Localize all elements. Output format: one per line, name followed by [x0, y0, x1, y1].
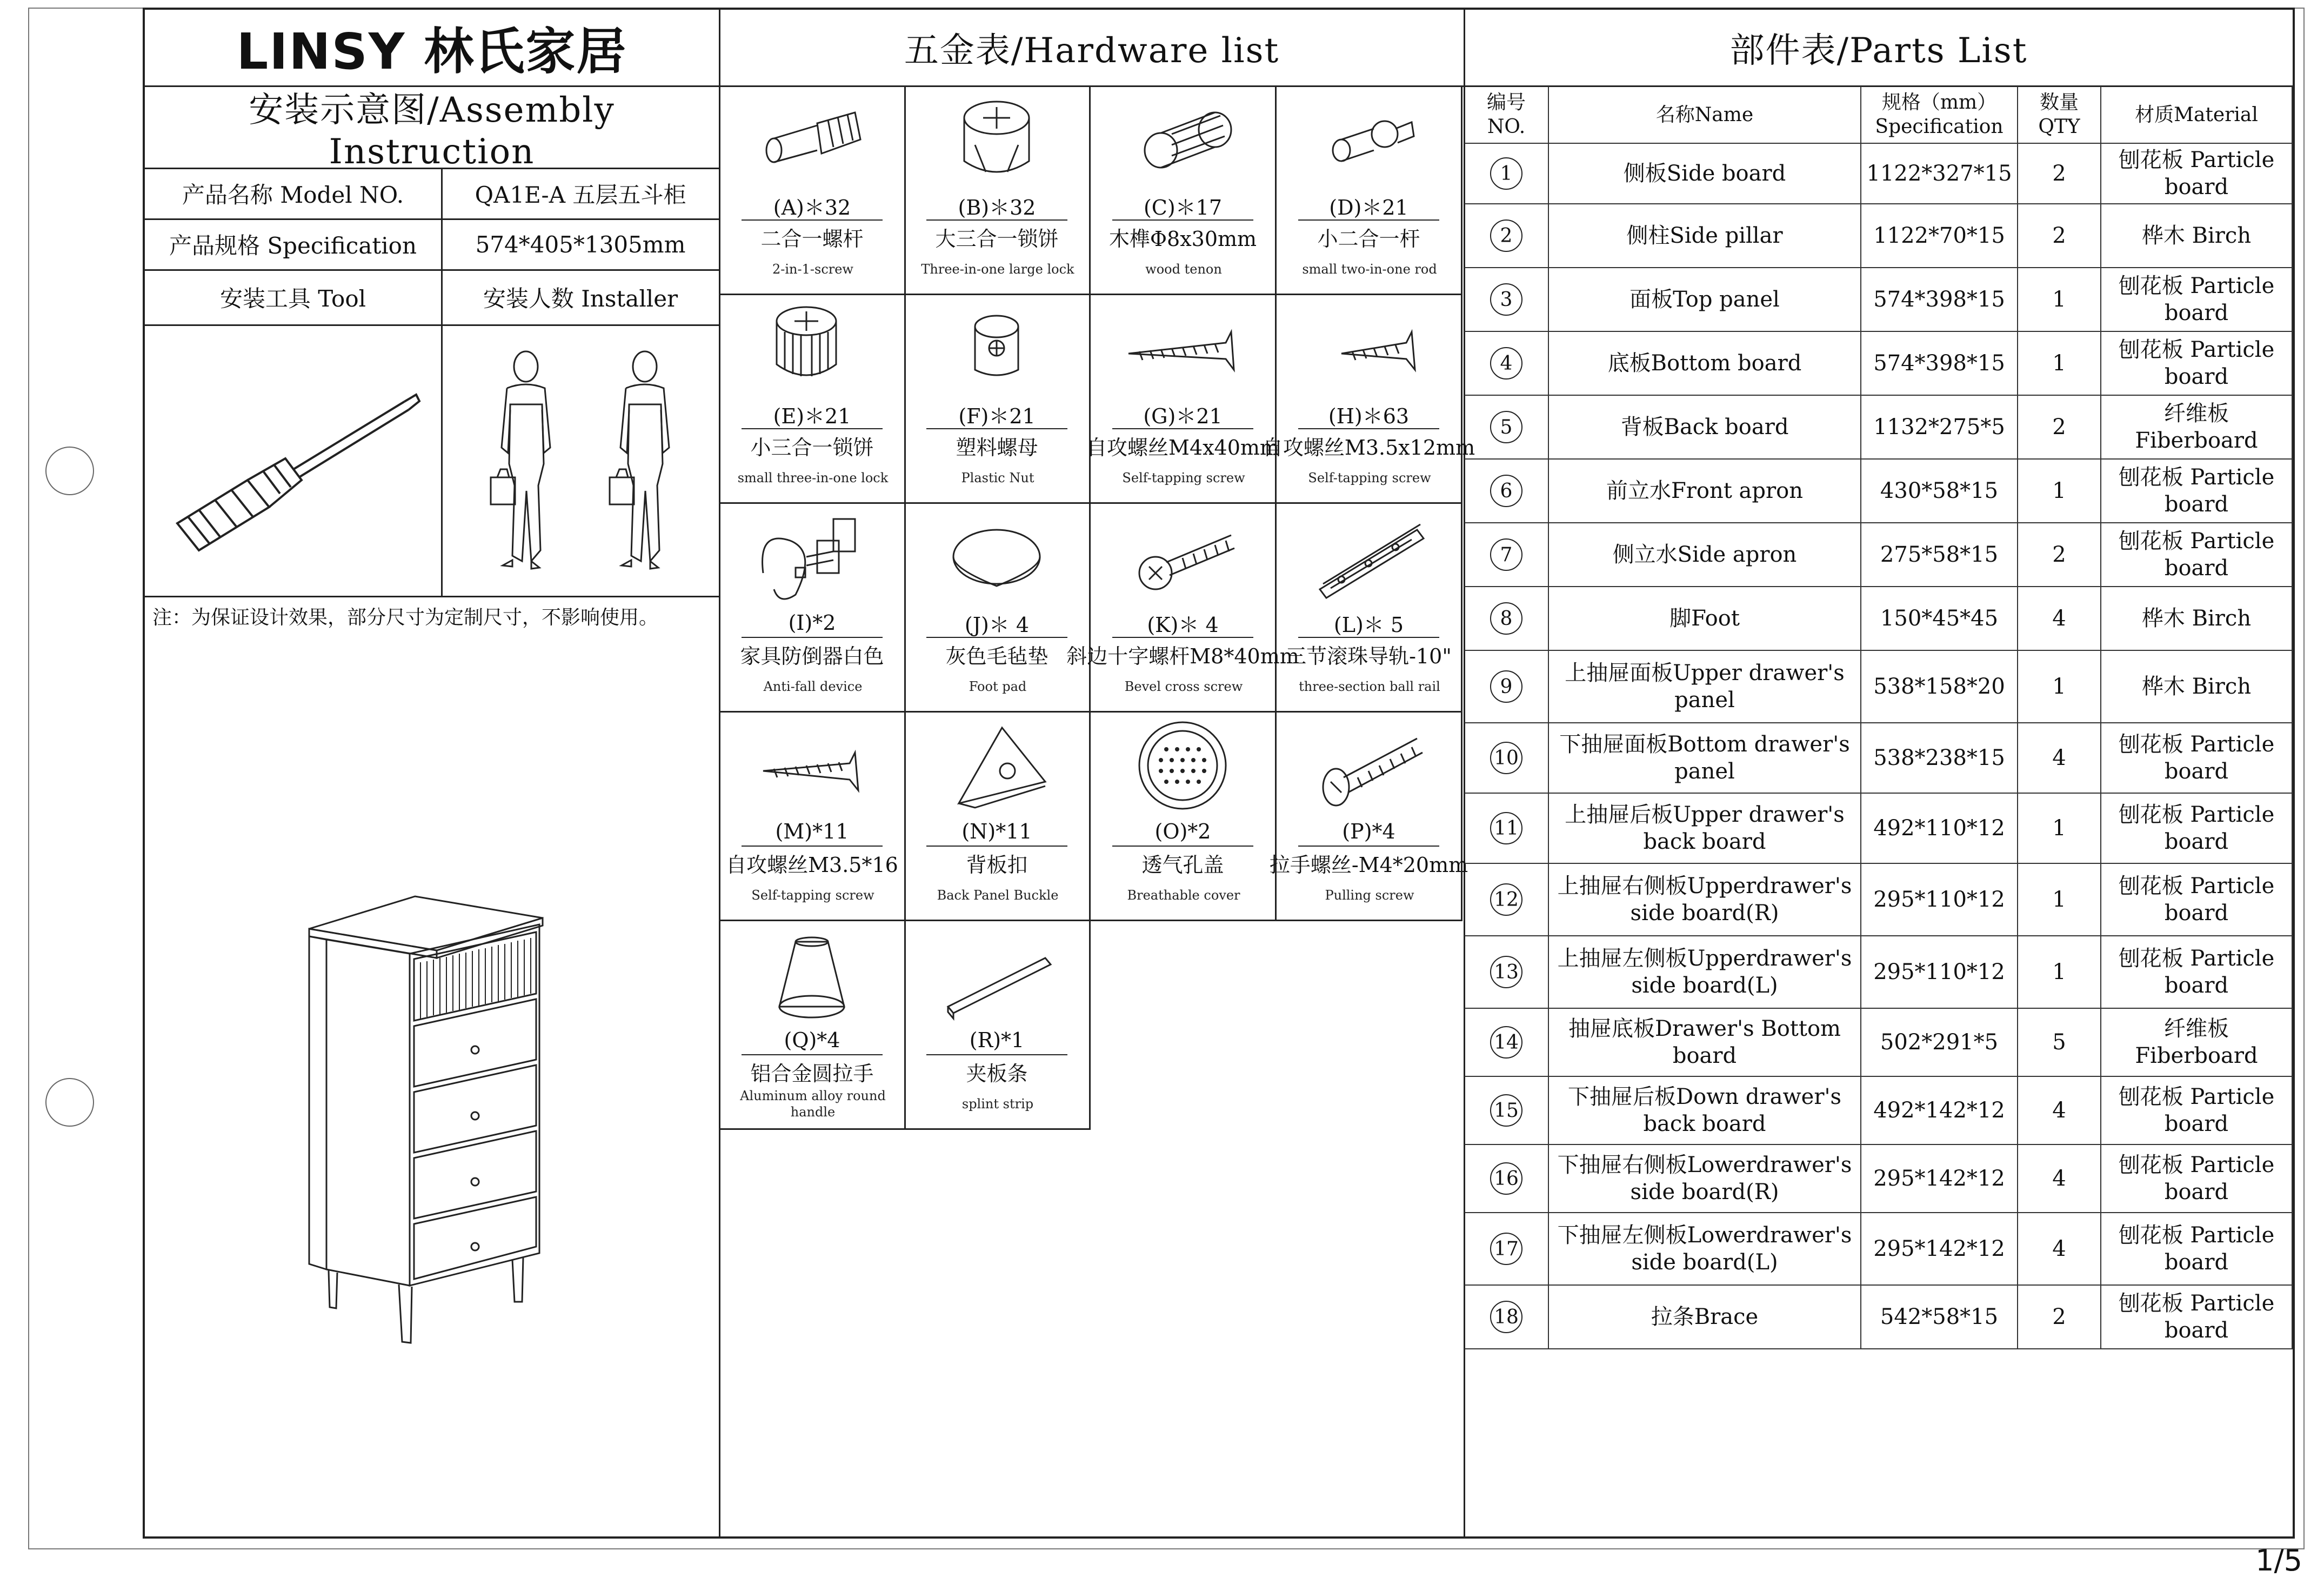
part-spec: 1122*70*15	[1861, 204, 2018, 268]
hardware-name-cn: 塑料螺母	[956, 435, 1038, 460]
part-qty: 1	[2018, 460, 2101, 523]
header-qty: 数量QTY	[2018, 86, 2101, 144]
part-material: 刨花板 Particle board	[2101, 1077, 2293, 1145]
hardware-underline	[926, 846, 1067, 847]
hardware-name-en: Foot pad	[969, 679, 1027, 694]
part-name: 背板Back board	[1549, 396, 1861, 460]
hardware-item	[905, 921, 1091, 1130]
hardware-name-en: three-section ball rail	[1299, 679, 1440, 694]
part-material: 刨花板 Particle board	[2101, 1286, 2293, 1349]
part-spec: 538*238*15	[1861, 723, 2018, 794]
model-label: 产品名称 Model NO.	[182, 182, 404, 208]
part-material: 桦木 Birch	[2101, 651, 2293, 723]
hardware-item	[1269, 713, 1468, 921]
part-number: 6	[1490, 475, 1522, 507]
parts-list-title: 部件表/Parts List	[1729, 31, 2028, 71]
part-spec: 502*291*5	[1861, 1009, 2018, 1077]
part-name: 侧立水Side apron	[1549, 523, 1861, 587]
round-handle-icon	[752, 926, 871, 1028]
part-name: 脚Foot	[1549, 587, 1861, 651]
two-in-one-screw-icon	[752, 91, 871, 194]
screwdriver-icon	[166, 345, 426, 572]
part-spec: 492*142*12	[1861, 1077, 2018, 1145]
part-material: 纤维板 Fiberboard	[2101, 396, 2293, 460]
part-number: 14	[1490, 1026, 1522, 1059]
part-qty: 1	[2018, 651, 2101, 723]
hardware-item	[720, 86, 906, 295]
assembly-title: 安装示意图/Assembly Instruction	[249, 90, 615, 172]
part-qty: 1	[2018, 936, 2101, 1009]
part-qty: 2	[2018, 1286, 2101, 1349]
hardware-item	[905, 86, 1091, 295]
hardware-underline	[742, 1054, 883, 1055]
hardware-name-cn: 透气孔盖	[1141, 853, 1224, 877]
part-name: 上抽屉面板Upper drawer's panel	[1549, 651, 1861, 723]
part-number: 17	[1490, 1233, 1522, 1265]
hardware-list-title: 五金表/Hardware list	[904, 31, 1280, 71]
hardware-underline	[926, 219, 1067, 221]
model-value: QA1E-A 五层五斗柜	[475, 182, 686, 208]
hardware-item	[1091, 713, 1277, 921]
part-number: 1	[1490, 157, 1522, 190]
part-number-cell	[1465, 523, 1549, 587]
note-text: 注：为保证设计效果，部分尺寸为定制尺寸，不影响使用。	[152, 607, 659, 629]
hardware-name-cn: 自攻螺丝M4x40mm	[1086, 435, 1279, 460]
hardware-code: (P)*4	[1342, 820, 1395, 843]
hardware-underline	[742, 219, 883, 221]
part-number: 16	[1490, 1162, 1522, 1195]
part-number-cell	[1465, 1286, 1549, 1349]
vent-cover-icon	[1123, 717, 1242, 820]
part-spec: 275*58*15	[1861, 523, 2018, 587]
long-screw-icon	[1123, 300, 1242, 402]
part-material: 刨花板 Particle board	[2101, 794, 2293, 864]
part-number: 7	[1490, 538, 1522, 571]
part-number: 5	[1490, 411, 1522, 443]
hardware-code: (L)＊ 5	[1333, 613, 1404, 637]
hardware-code: (D)＊21	[1329, 195, 1408, 219]
wood-dowel-icon	[1123, 91, 1242, 194]
part-material: 刨花板 Particle board	[2101, 460, 2293, 523]
hardware-name-en: wood tenon	[1145, 262, 1222, 277]
part-name: 抽屉底板Drawer's Bottom board	[1549, 1009, 1861, 1077]
part-number-cell	[1465, 396, 1549, 460]
hardware-code: (F)＊21	[958, 404, 1036, 428]
part-spec: 295*142*12	[1861, 1213, 2018, 1286]
plastic-nut-icon	[937, 300, 1056, 402]
part-name: 前立水Front apron	[1549, 460, 1861, 523]
part-number: 2	[1490, 219, 1522, 252]
part-number: 3	[1490, 283, 1522, 316]
part-number: 4	[1490, 347, 1522, 380]
hardware-underline	[1112, 219, 1253, 221]
hardware-item	[720, 921, 906, 1130]
part-material: 刨花板 Particle board	[2101, 523, 2293, 587]
part-number: 18	[1490, 1301, 1522, 1333]
part-spec: 295*110*12	[1861, 864, 2018, 936]
divider	[145, 324, 719, 326]
hardware-underline	[1298, 846, 1439, 847]
part-material: 桦木 Birch	[2101, 204, 2293, 268]
part-number-cell	[1465, 723, 1549, 794]
hardware-name-cn: 木榫Φ8x30mm	[1108, 227, 1257, 251]
part-spec: 538*158*20	[1861, 651, 2018, 723]
divider	[145, 596, 719, 597]
part-qty: 2	[2018, 523, 2101, 587]
hardware-name-en: Three-in-one large lock	[921, 262, 1074, 277]
hardware-name-en: 2-in-1-screw	[772, 262, 853, 277]
part-qty: 4	[2018, 1213, 2101, 1286]
hardware-item	[720, 504, 906, 713]
divider	[441, 169, 443, 596]
part-material: 刨花板 Particle board	[2101, 864, 2293, 936]
hardware-name-en: Breathable cover	[1127, 888, 1240, 903]
part-name: 下抽屉右侧板Lowerdrawer's side board(R)	[1549, 1145, 1861, 1213]
hardware-name-en: Aluminum alloy round handle	[740, 1088, 886, 1120]
tool-label: 安装工具 Tool	[219, 285, 366, 312]
part-number-cell	[1465, 460, 1549, 523]
hardware-name-en: small three-in-one lock	[737, 470, 889, 485]
hardware-item	[1277, 504, 1462, 713]
part-material: 桦木 Birch	[2101, 587, 2293, 651]
part-qty: 4	[2018, 723, 2101, 794]
header-material: 材质Material	[2101, 86, 2293, 144]
hardware-code: (M)*11	[775, 820, 849, 843]
hardware-code: (E)＊21	[773, 404, 851, 428]
panel-buckle-icon	[937, 717, 1056, 820]
part-spec: 542*58*15	[1861, 1286, 2018, 1349]
hardware-name-cn: 灰色毛毡垫	[945, 644, 1049, 668]
hardware-name-cn: 三节滚珠导轨-10"	[1286, 644, 1452, 668]
part-number: 15	[1490, 1094, 1522, 1127]
part-number-cell	[1465, 651, 1549, 723]
part-number-cell	[1465, 936, 1549, 1009]
hardware-underline	[742, 428, 883, 429]
page-number: 1/5	[2255, 1543, 2302, 1578]
part-spec: 574*398*15	[1861, 268, 2018, 332]
hardware-name-en: Self-tapping screw	[751, 888, 874, 903]
part-number-cell	[1465, 204, 1549, 268]
hardware-name-en: small two-in-one rod	[1302, 262, 1437, 277]
hardware-name-cn: 小三合一锁饼	[750, 435, 874, 460]
header-no: 编号NO.	[1465, 86, 1549, 144]
part-qty: 4	[2018, 1077, 2101, 1145]
hardware-name-en: Plastic Nut	[961, 470, 1034, 485]
hardware-name-cn: 小二合一杆	[1317, 227, 1420, 251]
part-qty: 1	[2018, 268, 2101, 332]
part-material: 刨花板 Particle board	[2101, 936, 2293, 1009]
hardware-item	[905, 713, 1091, 921]
hardware-code: (N)*11	[961, 820, 1032, 843]
part-spec: 574*398*15	[1861, 332, 2018, 396]
hardware-name-cn: 二合一螺杆	[760, 227, 864, 251]
hardware-name-cn: 斜边十字螺杆M8*40mm	[1066, 644, 1299, 668]
short-screw-icon	[1309, 300, 1428, 402]
part-number-cell	[1465, 794, 1549, 864]
part-name: 侧板Side board	[1549, 144, 1861, 204]
part-name: 拉条Brace	[1549, 1286, 1861, 1349]
header-spec: 规格（mm）Specification	[1861, 86, 2018, 144]
tapping-screw-icon	[752, 717, 871, 820]
part-name: 侧柱Side pillar	[1549, 204, 1861, 268]
part-number-cell	[1465, 587, 1549, 651]
part-material: 刨花板 Particle board	[2101, 723, 2293, 794]
part-material: 刨花板 Particle board	[2101, 332, 2293, 396]
hardware-name-en: Self-tapping screw	[1308, 470, 1431, 485]
part-qty: 1	[2018, 332, 2101, 396]
hardware-code: (A)＊32	[773, 195, 851, 219]
hardware-item	[1091, 86, 1277, 295]
hardware-item	[720, 295, 906, 504]
part-qty: 1	[2018, 794, 2101, 864]
part-material: 刨花板 Particle board	[2101, 1145, 2293, 1213]
part-number-cell	[1465, 1145, 1549, 1213]
part-spec: 295*142*12	[1861, 1145, 2018, 1213]
hardware-name-cn: 自攻螺丝M3.5*16	[726, 853, 898, 877]
part-number-cell	[1465, 864, 1549, 936]
hardware-code: (K)＊ 4	[1147, 613, 1219, 637]
spec-label: 产品规格 Specification	[169, 232, 417, 259]
hardware-underline	[1112, 846, 1253, 847]
hardware-item	[905, 504, 1091, 713]
part-spec: 150*45*45	[1861, 587, 2018, 651]
hardware-code: (H)＊63	[1328, 404, 1410, 428]
part-number: 10	[1490, 742, 1522, 774]
hardware-underline	[1298, 637, 1439, 638]
hardware-code: (R)*1	[969, 1028, 1025, 1052]
hardware-code: (G)＊21	[1143, 404, 1223, 428]
hardware-name-cn: 背板扣	[966, 853, 1028, 877]
part-name: 上抽屉右侧板Upperdrawer's side board(R)	[1549, 864, 1861, 936]
part-number-cell	[1465, 1213, 1549, 1286]
hardware-underline	[926, 428, 1067, 429]
part-number-cell	[1465, 144, 1549, 204]
part-number: 11	[1490, 812, 1522, 844]
foot-pad-icon	[937, 508, 1056, 611]
spec-value: 574*405*1305mm	[475, 231, 686, 258]
hardware-code: (I)*2	[788, 611, 836, 635]
hardware-code: (O)*2	[1154, 820, 1211, 843]
part-qty: 4	[2018, 1145, 2101, 1213]
installer-figures-icon	[464, 345, 712, 583]
small-rod-icon	[1309, 91, 1428, 194]
part-name: 底板Bottom board	[1549, 332, 1861, 396]
part-name: 下抽屉面板Bottom drawer's panel	[1549, 723, 1861, 794]
hardware-underline	[1298, 428, 1439, 429]
part-spec: 492*110*12	[1861, 794, 2018, 864]
part-number: 9	[1490, 670, 1522, 703]
header-name: 名称Name	[1549, 86, 1861, 144]
part-qty: 1	[2018, 864, 2101, 936]
hardware-underline	[1298, 219, 1439, 221]
hardware-name-cn: 拉手螺丝-M4*20mm	[1269, 853, 1468, 877]
part-spec: 295*110*12	[1861, 936, 2018, 1009]
part-number-cell	[1465, 332, 1549, 396]
hardware-name-en: Self-tapping screw	[1122, 470, 1245, 485]
part-spec: 430*58*15	[1861, 460, 2018, 523]
hardware-underline	[742, 846, 883, 847]
part-name: 下抽屉左侧板Lowerdrawer's side board(L)	[1549, 1213, 1861, 1286]
part-material: 刨花板 Particle board	[2101, 144, 2293, 204]
hardware-name-en: Anti-fall device	[763, 679, 863, 694]
bevel-screw-icon	[1123, 508, 1242, 611]
hardware-underline	[1112, 428, 1253, 429]
hardware-name-en: Pulling screw	[1325, 888, 1414, 903]
part-spec: 1132*275*5	[1861, 396, 2018, 460]
part-number-cell	[1465, 1077, 1549, 1145]
hardware-underline	[926, 1054, 1067, 1055]
part-material: 刨花板 Particle board	[2101, 268, 2293, 332]
hardware-code: (B)＊32	[958, 195, 1036, 219]
cam-lock-small-icon	[752, 300, 871, 402]
part-qty: 2	[2018, 204, 2101, 268]
hardware-item	[1086, 295, 1279, 504]
hardware-code: (C)＊17	[1143, 195, 1223, 219]
hardware-underline	[1112, 637, 1253, 638]
part-material: 刨花板 Particle board	[2101, 1213, 2293, 1286]
hardware-item	[1262, 295, 1475, 504]
part-qty: 4	[2018, 587, 2101, 651]
hardware-name-en: splint strip	[961, 1096, 1034, 1112]
hardware-name-cn: 铝合金圆拉手	[750, 1061, 874, 1086]
hardware-code: (J)＊ 4	[964, 613, 1030, 637]
part-number: 12	[1490, 883, 1522, 916]
hardware-underline	[742, 637, 883, 638]
chest-of-drawers-illustration	[307, 842, 588, 1350]
part-material: 纤维板 Fiberboard	[2101, 1009, 2293, 1077]
part-name: 面板Top panel	[1549, 268, 1861, 332]
hardware-item	[905, 295, 1091, 504]
hardware-name-en: Bevel cross screw	[1124, 679, 1243, 694]
hardware-name-cn: 家具防倒器白色	[740, 644, 884, 668]
part-number-cell	[1465, 1009, 1549, 1077]
part-qty: 2	[2018, 396, 2101, 460]
part-name: 下抽屉后板Down drawer's back board	[1549, 1077, 1861, 1145]
part-spec: 1122*327*15	[1861, 144, 2018, 204]
part-qty: 2	[2018, 144, 2101, 204]
hardware-code: (Q)*4	[784, 1028, 840, 1052]
part-number: 13	[1490, 956, 1522, 988]
hardware-name-cn: 夹板条	[966, 1061, 1028, 1086]
anti-fall-device-icon	[752, 508, 871, 611]
hardware-name-cn: 大三合一锁饼	[935, 227, 1059, 251]
hardware-item	[1277, 86, 1462, 295]
hardware-item	[720, 713, 906, 921]
part-name: 上抽屉后板Upper drawer's back board	[1549, 794, 1861, 864]
hardware-name-cn: 自攻螺丝M3.5x12mm	[1262, 435, 1475, 460]
hardware-name-en: Back Panel Buckle	[937, 888, 1059, 903]
hardware-item	[1066, 504, 1299, 713]
cam-lock-large-icon	[937, 91, 1056, 194]
splint-strip-icon	[937, 926, 1056, 1028]
part-qty: 5	[2018, 1009, 2101, 1077]
part-number-cell	[1465, 268, 1549, 332]
pull-screw-icon	[1309, 717, 1428, 820]
ball-rail-icon	[1309, 508, 1428, 611]
brand-logo: LINSY 林氏家居	[236, 23, 627, 81]
instruction-sheet	[143, 8, 2295, 1539]
hardware-underline	[926, 637, 1067, 638]
part-number: 8	[1490, 602, 1522, 635]
part-name: 上抽屉左侧板Upperdrawer's side board(L)	[1549, 936, 1861, 1009]
installer-label: 安装人数 Installer	[483, 285, 678, 312]
